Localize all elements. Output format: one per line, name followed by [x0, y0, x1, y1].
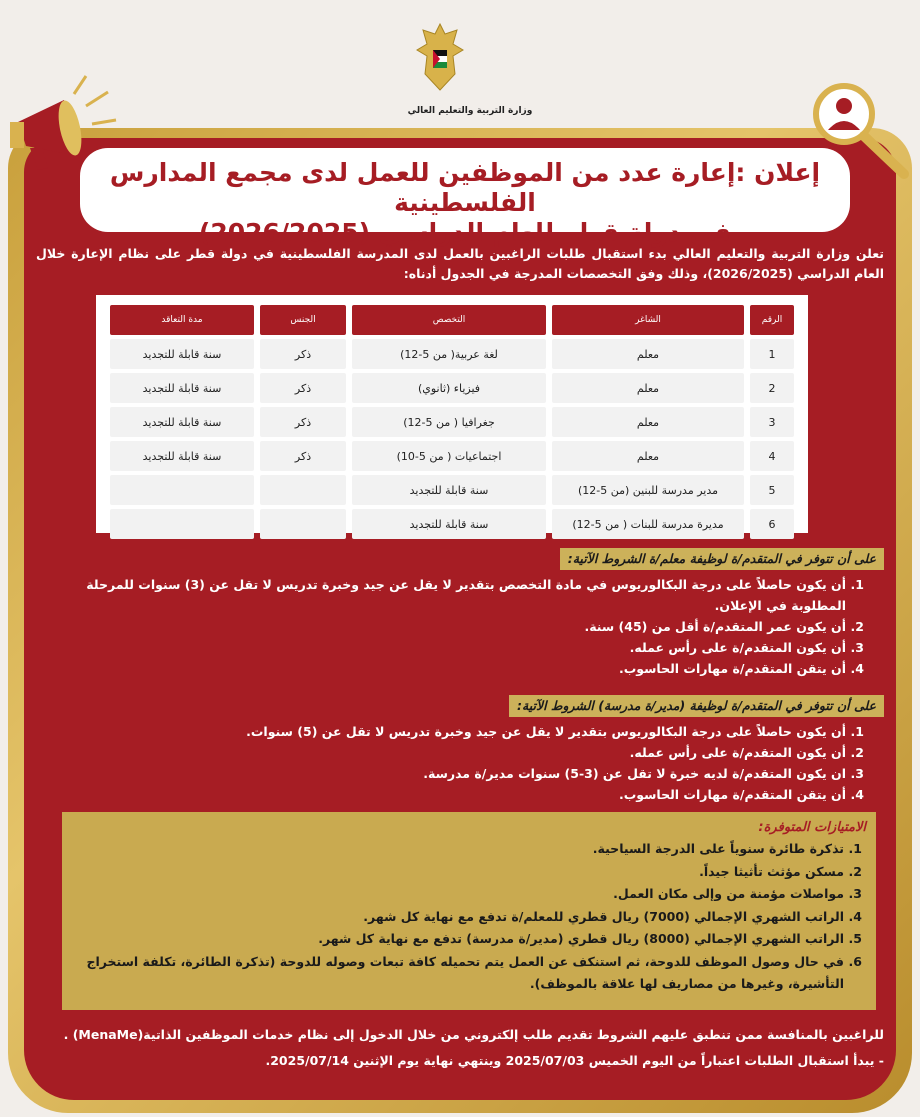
table-row [110, 441, 794, 471]
cell-contract: سنة قابلة للتجديد [110, 441, 254, 471]
cell-gender: ذكر [260, 373, 346, 403]
list-item [72, 838, 866, 861]
item-text: تذكرة طائرة سنوياً على الدرجة السياحية. [592, 841, 844, 856]
cell-gender: ذكر [260, 407, 346, 437]
cell-contract [110, 509, 254, 539]
list-item [34, 658, 864, 679]
header-gender: الجنس [260, 305, 346, 335]
list-item [34, 784, 864, 805]
cell-number: 2 [750, 373, 794, 403]
header-specialization: التخصص [352, 305, 546, 335]
teacher-conditions-list [34, 574, 864, 679]
cell-specialization: لغة عربية( من 5-12) [352, 339, 546, 369]
header-contract-duration: مدة التعاقد [110, 305, 254, 335]
item-number: 3. [850, 640, 864, 655]
table-header-row [110, 305, 794, 335]
cell-number: 3 [750, 407, 794, 437]
table-row [110, 339, 794, 369]
footer-line-2: - يبدأ استقبال الطلبات اعتباراً من اليوم الخميس 2025/07/03 وينتهي نهاية يوم الإثنين 2025/07/14. [265, 1053, 884, 1068]
cell-specialization: جغرافيا ( من 5-12) [352, 407, 546, 437]
announcement-title [80, 148, 850, 247]
list-item [72, 883, 866, 906]
cell-gender: ذكر [260, 441, 346, 471]
list-item [34, 574, 864, 616]
table-row [110, 509, 794, 539]
item-text: ان يكون المتقدم/ة لديه خبرة لا تقل عن (3-5) سنوات مدير/ة مدرسة. [423, 766, 846, 781]
item-text: مسكن مؤثث تأثيثا جيداً. [699, 863, 844, 879]
cell-contract: سنة قابلة للتجديد [110, 339, 254, 369]
item-text: مواصلات مؤمنة من وإلى مكان العمل. [613, 886, 844, 901]
list-item [34, 616, 864, 637]
header-number: الرقم [750, 305, 794, 335]
cell-vacancy: معلم [552, 407, 744, 437]
item-text: أن يكون حاصلاً على درجة البكالوريوس في مادة التخصص بتقدير لا يقل عن جيد وخبرة تدريس لا تقل عن (3) سنوات للمرحلة المطلوبة في الإعلان. [86, 577, 846, 613]
teacher-conditions-heading: على أن تتوفر في المتقدم/ة لوظيفة معلم/ة الشروط الآتية: [560, 548, 884, 570]
perks-heading: الامتيازات المتوفرة: [758, 820, 866, 835]
table-row [110, 407, 794, 437]
cell-vacancy: معلم [552, 373, 744, 403]
item-text: أن يتقن المتقدم/ة مهارات الحاسوب. [618, 661, 846, 676]
cell-number: 5 [750, 475, 794, 505]
item-text: أن يكون حاصلاً على درجة البكالوريوس بتقدير لا يقل عن جيد وخبرة تدريس لا تقل عن (5) سنوات. [246, 724, 846, 739]
cell-specialization: اجتماعيات ( من 5-10) [352, 441, 546, 471]
list-item [34, 637, 864, 658]
table-row [110, 475, 794, 505]
item-text: الراتب الشهري الإجمالي (8000) ريال قطري (مدير/ة مدرسة) تدفع مع نهاية كل شهر. [318, 931, 844, 946]
cell-contract: سنة قابلة للتجديد [110, 407, 254, 437]
item-number: 2. [850, 745, 864, 760]
footer-line-1: للراغبين بالمنافسة ممن تنطبق عليهم الشروط تقديم طلب إلكتروني من خلال الدخول إلى نظام خدمات الموظفين الذاتية(MenaMe) . [63, 1027, 884, 1042]
positions-table [96, 295, 808, 533]
item-number: 2. [850, 619, 864, 634]
intro-paragraph: تعلن وزارة التربية والتعليم العالي بدء استقبال طلبات الراغبين بالعمل لدى المدرسة الفلسطينية في دولة قطر على نظام الإعارة خلال العام الدراسي (2026/2025)، وذلك وفق التخصصات المدرجة في الجدول أدناه: [36, 246, 884, 281]
list-item [34, 742, 864, 763]
cell-vacancy: مديرة مدرسة للبنات ( من 5-12) [552, 509, 744, 539]
cell-contract [110, 475, 254, 505]
cell-number: 4 [750, 441, 794, 471]
item-number: 4. [848, 908, 862, 924]
cell-vacancy: معلم [552, 441, 744, 471]
header-vacancy: الشاغر [552, 305, 744, 335]
cell-specialization: سنة قابلة للتجديد [352, 509, 546, 539]
list-item [72, 906, 866, 929]
cell-vacancy: معلم [552, 339, 744, 369]
cell-gender: ذكر [260, 339, 346, 369]
item-text: أن يكون المتقدم/ة على رأس عمله. [629, 745, 846, 760]
cell-specialization: سنة قابلة للتجديد [352, 475, 546, 505]
perks-box [62, 812, 876, 1010]
cell-number: 6 [750, 509, 794, 539]
item-number: 2. [848, 863, 862, 879]
list-item [34, 763, 864, 784]
ministry-logo [400, 20, 533, 120]
principal-conditions-list [34, 721, 864, 805]
title-line-2: في دولة قطر للعام الدراسي (2026/2025) [198, 218, 732, 247]
item-text: أن يتقن المتقدم/ة مهارات الحاسوب. [618, 787, 846, 802]
list-item [72, 951, 866, 996]
item-text: أن يكون المتقدم/ة على رأس عمله. [629, 640, 846, 655]
item-number: 4. [850, 787, 864, 802]
item-number: 1. [850, 724, 864, 739]
cell-number: 1 [750, 339, 794, 369]
cell-vacancy: مدير مدرسة للبنين (من 5-12) [552, 475, 744, 505]
item-text: أن يكون عمر المتقدم/ة أقل من (45) سنة. [584, 619, 846, 634]
item-number: 6. [848, 953, 862, 969]
item-number: 3. [850, 766, 864, 781]
item-number: 1. [848, 841, 862, 856]
item-number: 4. [850, 661, 864, 676]
application-instructions [36, 1022, 884, 1074]
item-number: 1. [850, 577, 864, 592]
item-text: في حال وصول الموظف للدوحة، ثم استنكف عن العمل يتم تحميله كافة تبعات وصوله للدوحة (تذكرة الطائرة، تكلفة استخراج التأشيرة، وغيرها من مصاريف لها علاقة بالموظف). [86, 953, 844, 991]
ministry-name: وزارة التربية والتعليم العالي [407, 106, 533, 116]
item-number: 5. [848, 931, 862, 946]
eagle-emblem-icon [415, 20, 465, 100]
principal-conditions-heading: على أن تتوفر في المتقدم/ة لوظيفة (مدير/ة مدرسة) الشروط الآتية: [509, 695, 884, 717]
perks-list [72, 838, 866, 996]
table-row [110, 373, 794, 403]
cell-contract: سنة قابلة للتجديد [110, 373, 254, 403]
item-text: الراتب الشهري الإجمالي (7000) ريال قطري للمعلم/ة تدفع مع نهاية كل شهر. [363, 908, 844, 924]
list-item [34, 721, 864, 742]
cell-gender [260, 509, 346, 539]
list-item [72, 928, 866, 951]
list-item [72, 861, 866, 884]
title-line-1: إعلان :إعارة عدد من الموظفين للعمل لدى مجمع المدارس الفلسطينية [109, 158, 821, 217]
cell-specialization: فيزياء (ثانوي) [352, 373, 546, 403]
cell-gender [260, 475, 346, 505]
item-number: 3. [848, 886, 862, 901]
